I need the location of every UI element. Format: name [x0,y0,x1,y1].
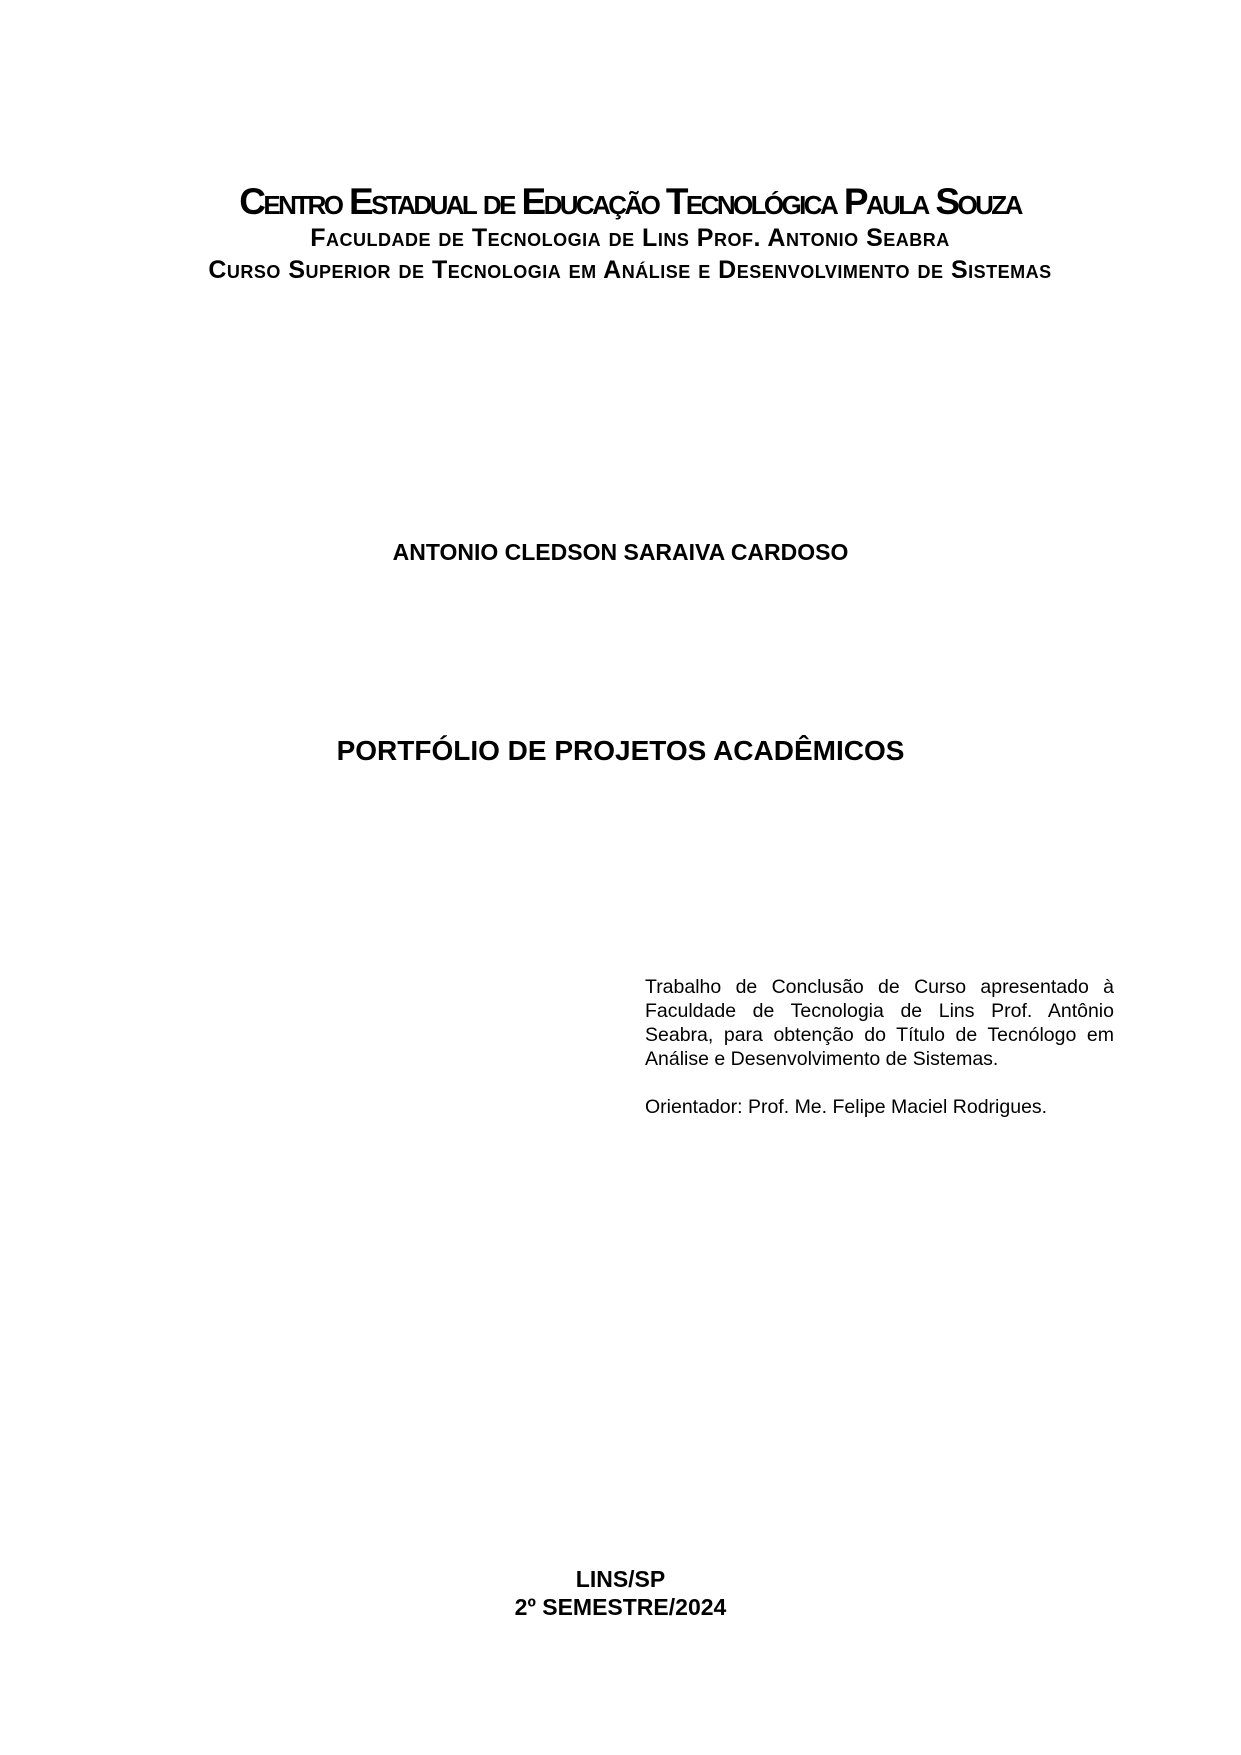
course-name: Curso Superior de Tecnologia em Análise e Desenvolvimento de Sistemas [208,256,1052,284]
work-description: Trabalho de Conclusão de Curso apresentado à Faculdade de Tecnologia de Lins Prof. Antônio Seabra, para obtenção do Título de Tecnólogo em Análise e Desenvolvimento de Sistemas. [645,976,1114,1070]
faculty-name: Faculdade de Tecnologia de Lins Prof. Antonio Seabra [310,224,950,252]
institution-header [150,178,1110,287]
semester-label: 2º SEMESTRE/2024 [514,1594,727,1620]
cover-footer [0,1565,1241,1621]
author-name: ANTONIO CLEDSON SARAIVA CARDOSO [392,539,849,565]
advisor-line: Orientador: Prof. Me. Felipe Maciel Rodrigues. [645,1096,1048,1118]
institution-name: Centro Estadual de Educação Tecnológica Paula Souza [239,181,1021,222]
document-title: PORTFÓLIO DE PROJETOS ACADÊMICOS [336,735,905,766]
city-label: LINS/SP [575,1566,666,1592]
